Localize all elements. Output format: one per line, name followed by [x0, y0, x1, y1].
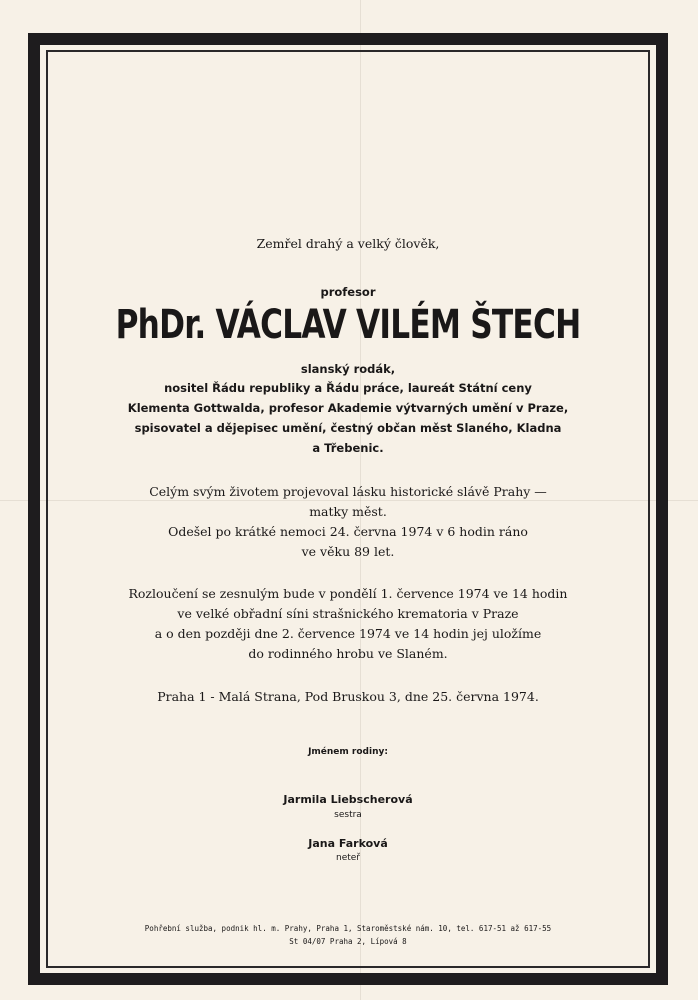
honors-line: slanský rodák,	[300, 362, 396, 376]
honors-line: spisovatel a dějepisec umění, čestný občan měst Slaného, Kladna	[134, 421, 562, 435]
life-line: Odešel po krátké nemoci 24. června 1974 v 6 hodin ráno	[168, 524, 528, 539]
honors-line: nositel Řádu republiky a Řádu práce, laureát Státní ceny	[164, 381, 532, 395]
honors-line: a Třebenic.	[312, 441, 384, 455]
footer-address: St 04/07 Praha 2, Lípová 8	[289, 937, 407, 946]
opening-line: Zemřel drahý a velký člověk,	[256, 236, 440, 251]
farewell-line: do rodinného hrobu ve Slaném.	[248, 646, 448, 661]
life-line: ve věku 89 let.	[301, 544, 395, 559]
signatory-relation: neteř	[335, 853, 360, 863]
footer-printer: Pohřební služba, podnik hl. m. Prahy, Praha 1, Staroměstské nám. 10, tel. 617-51 až 617-55	[144, 924, 552, 933]
signatory-name: Jarmila Liebscherová	[283, 793, 413, 806]
farewell-line: ve velké obřadní síni strašnického krematoria v Praze	[177, 606, 519, 621]
title-word: profesor	[320, 285, 376, 299]
deceased-name: PhDr. VÁCLAV VILÉM ŠTECH	[115, 302, 581, 348]
place-date: Praha 1 - Malá Strana, Pod Bruskou 3, dne 25. června 1974.	[157, 689, 539, 704]
life-line: matky měst.	[309, 504, 387, 519]
signatory-name: Jana Farková	[308, 837, 388, 850]
honors-line: Klementa Gottwalda, profesor Akademie výtvarných umění v Praze,	[127, 401, 569, 415]
farewell-line: Rozloučení se zesnulým bude v pondělí 1. července 1974 ve 14 hodin	[128, 586, 568, 601]
life-line: Celým svým životem projevoval lásku historické slávě Prahy —	[149, 484, 547, 499]
signatory-relation: sestra	[334, 810, 362, 820]
family-label: Jménem rodiny:	[308, 747, 388, 757]
farewell-line: a o den později dne 2. července 1974 ve 14 hodin jej uložíme	[154, 626, 542, 641]
